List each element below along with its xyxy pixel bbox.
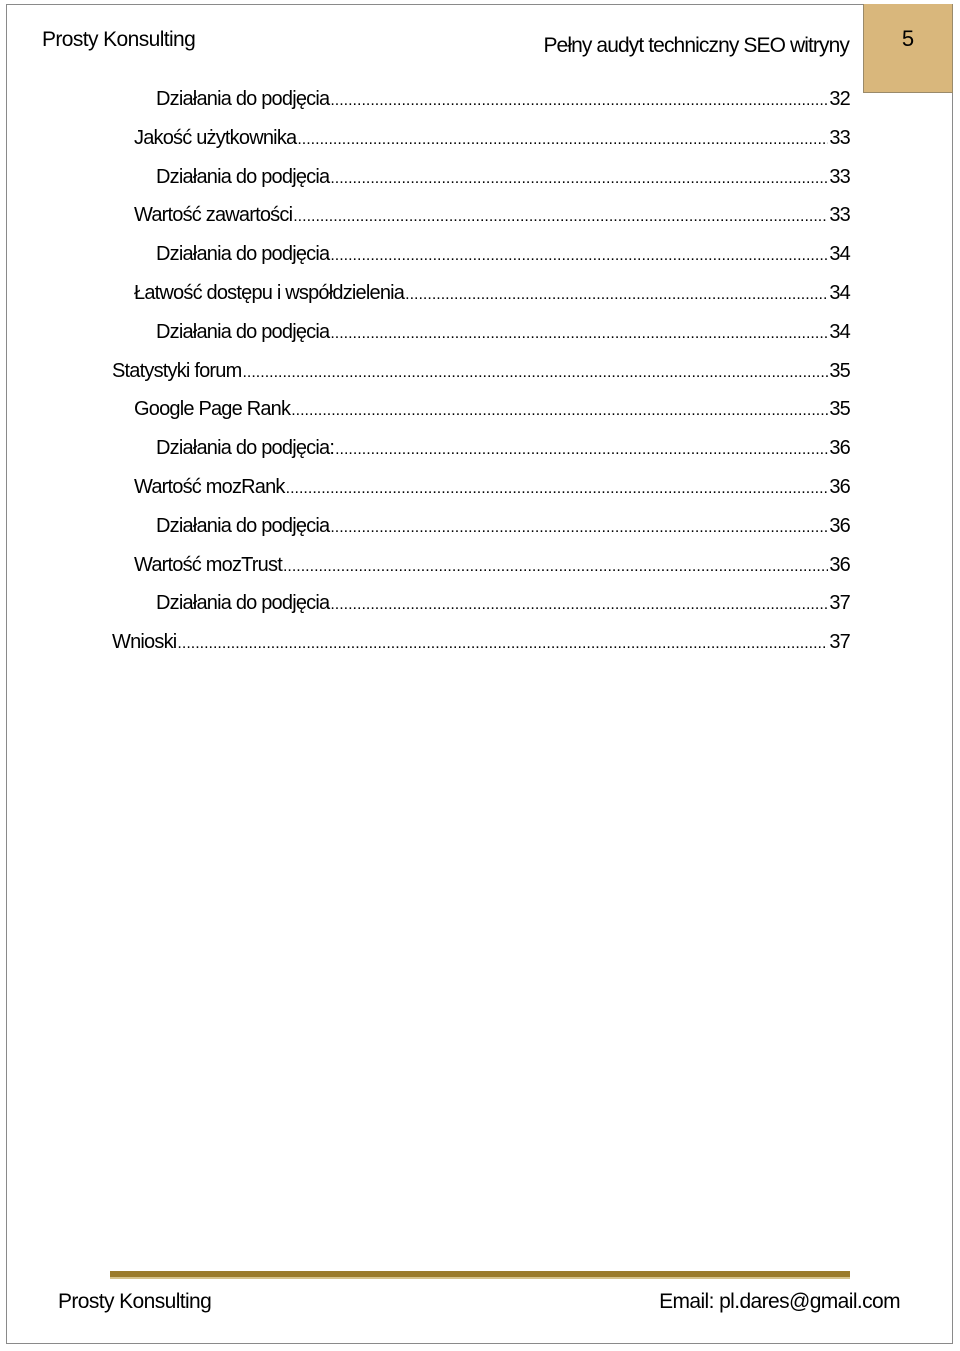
- toc-entry-page: 37: [829, 592, 850, 615]
- toc-entry-label: Google Page Rank: [134, 398, 291, 421]
- toc-entry-label: Wartość mozRank: [134, 476, 285, 498]
- toc-leader-dots: [335, 431, 828, 469]
- page-number: 5: [901, 26, 915, 51]
- toc-entry-label: Działania do podjęcia: [156, 243, 330, 266]
- toc-entry-page: 36: [829, 553, 850, 576]
- toc-entry-page: 37: [829, 631, 850, 654]
- toc-entry[interactable]: [134, 274, 850, 312]
- toc-entry-page: 34: [829, 320, 850, 343]
- toc-entry-page: 35: [829, 398, 850, 421]
- toc-leader-dots: [330, 237, 828, 275]
- footer-email: Email: pl.dares@gmail.com: [659, 1290, 900, 1313]
- toc-entry[interactable]: [134, 468, 850, 506]
- toc-entry[interactable]: [112, 352, 850, 390]
- toc-entry-page: 35: [829, 359, 850, 382]
- toc-entry[interactable]: [156, 429, 850, 467]
- toc-entry-page: 34: [829, 282, 850, 304]
- toc-entry-page: 36: [829, 514, 850, 537]
- toc-entry-label: Działania do podjęcia: [156, 88, 330, 110]
- toc-leader-dots: [283, 548, 828, 586]
- toc-leader-dots: [330, 586, 828, 624]
- toc-leader-dots: [291, 392, 828, 430]
- toc-entry[interactable]: [156, 584, 850, 622]
- toc-entry-page: 33: [829, 165, 850, 188]
- toc-entry[interactable]: [156, 235, 850, 273]
- toc-leader-dots: [330, 509, 828, 547]
- toc-entry[interactable]: [156, 158, 850, 196]
- toc-entry[interactable]: [156, 313, 850, 351]
- toc-leader-dots: [330, 82, 828, 120]
- toc-entry[interactable]: [156, 507, 850, 545]
- toc-entry-label: Działania do podjęcia: [156, 514, 330, 537]
- toc-entry[interactable]: [134, 196, 850, 234]
- toc-leader-dots: [177, 625, 828, 663]
- toc-entry[interactable]: [134, 546, 850, 584]
- toc-leader-dots: [405, 276, 828, 314]
- footer-rule-shadow: [110, 1277, 850, 1279]
- toc-entry-page: 36: [829, 476, 850, 498]
- toc-leader-dots: [330, 315, 828, 353]
- toc-leader-dots: [242, 354, 828, 392]
- page-number-box: [863, 4, 953, 93]
- toc-entry-label: Działania do podjęcia: [156, 320, 330, 343]
- toc-entry-label: Wartość mozTrust: [134, 553, 282, 576]
- toc-entry-label: Łatwość dostępu i współdzielenia: [134, 282, 405, 304]
- toc-entry-page: 36: [829, 437, 850, 460]
- toc-entry-label: Wartość zawartości: [134, 204, 293, 227]
- toc-leader-dots: [297, 121, 828, 159]
- toc-entry-label: Działania do podjęcia:: [156, 437, 335, 460]
- toc-entry-label: Wnioski: [112, 631, 177, 654]
- toc-entry-label: Jakość użytkownika: [134, 126, 297, 149]
- toc-leader-dots: [293, 198, 828, 236]
- toc-entry-label: Działania do podjęcia: [156, 592, 330, 615]
- header-company: Prosty Konsulting: [42, 28, 196, 51]
- header-document-title: Pełny audyt techniczny SEO witryny: [543, 34, 849, 57]
- toc-entry[interactable]: [112, 623, 850, 661]
- toc-leader-dots: [286, 470, 829, 508]
- toc-entry-label: Statystyki forum: [112, 359, 242, 382]
- toc-entry-page: 33: [829, 204, 850, 227]
- toc-leader-dots: [330, 160, 828, 198]
- toc-entry-label: Działania do podjęcia: [156, 165, 330, 188]
- toc-entry-page: 32: [829, 88, 850, 110]
- toc-entry[interactable]: [134, 390, 850, 428]
- toc-entry-page: 33: [829, 126, 850, 149]
- toc-entry[interactable]: [134, 119, 850, 157]
- toc-entry[interactable]: [156, 80, 850, 118]
- toc-entry-page: 34: [829, 243, 850, 266]
- footer-company: Prosty Konsulting: [58, 1290, 212, 1313]
